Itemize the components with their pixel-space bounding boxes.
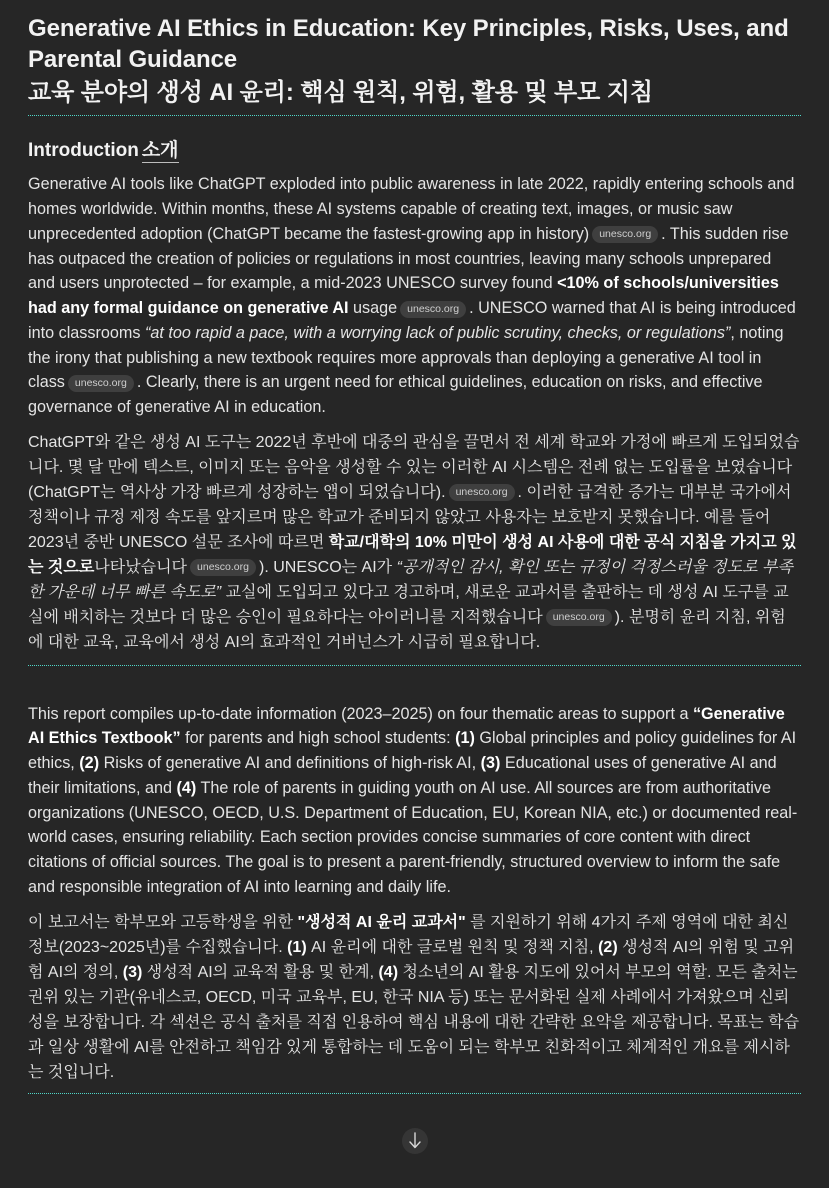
scope-ko-marker-3: (3) bbox=[122, 963, 143, 981]
intro-ko-text-6: ). 분명히 윤리 지침, 위험에 대한 교육, 교육에서 생성 AI의 효과적인 거버넌스가 시급히 필요합니다. bbox=[28, 608, 786, 651]
scope-en-text-1: This report compiles up-to-date information (2023–2025) on four thematic areas to support a bbox=[28, 704, 689, 723]
paragraph-scope-en bbox=[28, 702, 801, 900]
intro-ko-quote-1: “공개적인 감시, 확인 또는 규정이 걱정스러울 정도로 부족한 가운데 너무 빠른 속도로” bbox=[28, 558, 793, 601]
paragraph-scope-ko bbox=[28, 911, 801, 1095]
paragraph-intro-en bbox=[28, 172, 801, 420]
intro-en-text-4: . UNESCO warned that AI is being introduced into classrooms bbox=[28, 299, 796, 342]
intro-en-text-5: , noting the irony that publishing a new textbook requires more approvals than deploying a generative AI tool in class bbox=[28, 323, 784, 392]
section-heading-en: Introduction bbox=[28, 140, 139, 162]
intro-ko-text-3: 나타났습니다 bbox=[94, 558, 188, 576]
scope-ko-item-1: AI 윤리에 대한 글로벌 원칙 및 정책 지침, bbox=[311, 938, 594, 956]
intro-ko-text-2: . 이러한 급격한 증가는 대부분 국가에서 정책이나 규정 제정 속도를 앞지르며 많은 학교가 준비되지 않았고 사용자는 보호받지 못했습니다. 예를 들어 2023년 중반 UNESCO 설문 조사에 따르면 bbox=[28, 483, 792, 551]
scope-ko-bold-1: "생성적 AI 윤리 교과서" bbox=[297, 913, 466, 931]
intro-en-text-6: . Clearly, there is an urgent need for ethical guidelines, education on risks, and effective governance of generative AI in education. bbox=[28, 373, 763, 417]
citation-chip[interactable]: unesco.org bbox=[68, 375, 134, 392]
scope-ko-item-4: 청소년의 AI 활용 지도에 있어서 부모의 역할. 모든 출처는 권위 있는 기관(유네스코, OECD, 미국 교육부, EU, 한국 NIA 등) 또는 문서화된 실제 사례에서 가져왔으며 신뢰성을 보장합니다. 각 섹션은 공식 출처를 직접 인용하여 핵심 내용에 대한 간략한 요약을 제공합니다. 목표는 학습과 일상 생활에 AI를 안전하고 책임감 있게 통합하는 데 도움이 되는 학부모 친화적이고 체계적인 개요를 제시하는 것입니다. bbox=[28, 963, 800, 1081]
scope-ko-marker-1: (1) bbox=[287, 938, 307, 956]
scope-en-item-4: The role of parents in guiding youth on AI use. All sources are from authoritative organizations (UNESCO, OECD, U.S. Department of Education, EU, Korean NIA, etc.) or documented real-world cases, ensuring reliability. Each section provides concise summaries of core content with direct citations of official sources. The goal is to present a parent-friendly, structured overview to inform the safe and responsible integration of AI into learning and daily life. bbox=[28, 778, 798, 897]
intro-ko-text-1: ChatGPT와 같은 생성 AI 도구는 2022년 후반에 대중의 관심을 끌면서 전 세계 학교와 가정에 빠르게 도입되었습니다. 몇 달 만에 텍스트, 이미지 또는 음악을 생성할 수 있는 이러한 AI 시스템은 전례 없는 도입률을 보였습니다(ChatGPT는 역사상 가장 빠르게 성장하는 앱이 되었습니다). bbox=[28, 433, 800, 501]
scope-ko-item-2: 생성적 AI의 위험 및 고위험 AI의 정의, bbox=[28, 938, 795, 981]
intro-ko-bold-1: 학교/대학의 10% 미만이 생성 AI 사용에 대한 공식 지침을 가지고 있는 것으로 bbox=[28, 533, 797, 576]
citation-chip[interactable]: unesco.org bbox=[400, 301, 466, 318]
intro-en-text-2: . This sudden rise has outpaced the creation of policies or regulations in most countries, leaving many schools unprepared and users unprotected – for example, a mid-2023 UNESCO survey found bbox=[28, 224, 789, 293]
citation-chip[interactable]: unesco.org bbox=[592, 226, 658, 243]
intro-ko-text-5: 교실에 도입되고 있다고 경고하며, 새로운 교과서를 출판하는 데 생성 AI 도구를 교실에 배치하는 것보다 더 많은 승인이 필요하다는 아이러니를 지적했습니다 bbox=[28, 583, 789, 626]
scope-en-marker-4: (4) bbox=[176, 778, 197, 797]
citation-chip[interactable]: unesco.org bbox=[190, 559, 256, 576]
intro-en-bold-1: <10% of schools/universities had any formal guidance on generative AI bbox=[28, 274, 779, 318]
page-title-en: Generative AI Ethics in Education: Key Principles, Risks, Uses, and Parental Guidance bbox=[28, 15, 789, 73]
citation-chip[interactable]: unesco.org bbox=[449, 484, 515, 501]
scope-en-item-3: Educational uses of generative AI and their limitations, and bbox=[28, 754, 777, 797]
section-heading-ko: 소개 bbox=[141, 140, 179, 162]
scope-en-marker-1: (1) bbox=[455, 729, 475, 748]
intro-en-quote-1: “at too rapid a pace, with a worrying lack of public scrutiny, checks, or regulations” bbox=[144, 323, 731, 342]
intro-ko-text-4: ). UNESCO는 AI가 bbox=[258, 558, 393, 576]
page-title-ko: 교육 분야의 생성 AI 윤리: 핵심 원칙, 위험, 활용 및 부모 지침 bbox=[28, 78, 801, 116]
scope-en-marker-2: (2) bbox=[79, 754, 100, 773]
scope-en-bold-1: “Generative AI Ethics Textbook” bbox=[28, 704, 785, 748]
intro-en-text-3: usage bbox=[353, 299, 398, 318]
scope-ko-marker-2: (2) bbox=[598, 938, 618, 956]
scope-en-item-2: Risks of generative AI and definitions of high-risk AI, bbox=[103, 754, 477, 773]
scope-en-marker-3: (3) bbox=[480, 754, 501, 773]
citation-chip[interactable]: unesco.org bbox=[546, 609, 612, 626]
intro-en-text-1: Generative AI tools like ChatGPT exploded into public awareness in late 2022, rapidly entering schools and homes worldwide. Within months, these AI systems capable of creating text, images, or music saw unprecedented adoption (ChatGPT became the fastest-growing app in history) bbox=[28, 175, 795, 243]
page-title bbox=[28, 14, 801, 116]
scope-ko-marker-4: (4) bbox=[378, 963, 399, 981]
paragraph-spacer bbox=[28, 686, 801, 702]
scope-ko-item-3: 생성적 AI의 교육적 활용 및 한계, bbox=[146, 963, 375, 981]
scope-en-item-1: Global principles and policy guidelines for AI ethics, bbox=[28, 729, 797, 773]
scroll-down-icon[interactable] bbox=[402, 1128, 428, 1154]
section-heading-introduction bbox=[28, 135, 801, 162]
scope-en-text-2: for parents and high school students: bbox=[185, 729, 451, 748]
paragraph-intro-ko bbox=[28, 431, 801, 666]
scope-ko-text-1: 이 보고서는 학부모와 고등학생을 위한 bbox=[28, 913, 294, 931]
scope-ko-text-2: 를 지원하기 위해 4가지 주제 영역에 대한 최신 정보(2023~2025년)를 수집했습니다. bbox=[28, 913, 789, 956]
